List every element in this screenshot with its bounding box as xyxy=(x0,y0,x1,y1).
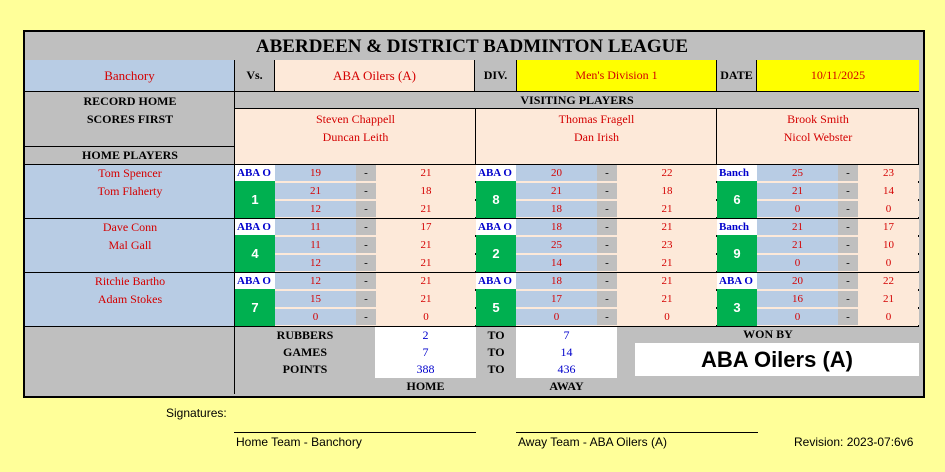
score-dash: - xyxy=(356,219,376,235)
away-score[interactable]: 21 xyxy=(376,201,476,217)
away-signature-line[interactable] xyxy=(516,432,758,433)
match-number-badge: 2 xyxy=(476,235,516,272)
home-score[interactable]: 11 xyxy=(275,219,356,235)
match-number-badge: 1 xyxy=(235,181,275,218)
match-number-badge: 7 xyxy=(235,289,275,326)
home-score[interactable]: 20 xyxy=(757,273,838,289)
away-total-value: 436 xyxy=(516,361,617,378)
away-score[interactable]: 21 xyxy=(858,291,919,307)
home-score[interactable]: 0 xyxy=(757,255,838,271)
division-field[interactable]: Men's Division 1 xyxy=(517,60,717,92)
home-score[interactable]: 21 xyxy=(757,237,838,253)
score-dash: - xyxy=(597,165,617,181)
home-signature-label: Home Team - Banchory xyxy=(236,435,362,449)
score-dash: - xyxy=(356,201,376,217)
score-dash: - xyxy=(597,291,617,307)
home-score[interactable]: 20 xyxy=(516,165,597,181)
match-winner-team: ABA O xyxy=(476,273,516,289)
home-team-field[interactable]: Banchory xyxy=(25,60,235,92)
signatures-label: Signatures: xyxy=(166,406,227,420)
home-score[interactable]: 21 xyxy=(757,183,838,199)
match-winner-team: ABA O xyxy=(476,219,516,235)
away-score[interactable]: 21 xyxy=(617,201,717,217)
home-player-name[interactable]: Dave Conn xyxy=(102,219,158,234)
home-score[interactable]: 21 xyxy=(757,219,838,235)
home-score[interactable]: 12 xyxy=(275,273,356,289)
match-number-badge: 5 xyxy=(476,289,516,326)
date-label: DATE xyxy=(717,60,757,92)
score-dash: - xyxy=(356,183,376,199)
vs-label: Vs. xyxy=(235,60,275,92)
away-score[interactable]: 21 xyxy=(376,165,476,181)
score-dash: - xyxy=(838,273,858,289)
match-winner-team: ABA O xyxy=(235,165,275,181)
home-score[interactable]: 0 xyxy=(757,201,838,217)
away-score[interactable]: 0 xyxy=(858,255,919,271)
home-score[interactable]: 18 xyxy=(516,201,597,217)
away-score[interactable]: 22 xyxy=(617,165,717,181)
score-dash: - xyxy=(838,291,858,307)
score-sheet xyxy=(23,30,925,398)
score-dash: - xyxy=(356,255,376,271)
to-label: TO xyxy=(487,327,505,342)
away-score[interactable]: 17 xyxy=(376,219,476,235)
home-signature-line[interactable] xyxy=(234,432,476,433)
away-score[interactable]: 21 xyxy=(617,255,717,271)
home-player-name[interactable]: Adam Stokes xyxy=(97,291,163,306)
score-dash: - xyxy=(838,201,858,217)
score-dash: - xyxy=(356,273,376,289)
division-label: DIV. xyxy=(475,60,517,92)
score-dash: - xyxy=(838,309,858,325)
visiting-player-name[interactable]: Thomas Fragell xyxy=(558,111,635,126)
score-dash: - xyxy=(356,309,376,325)
score-dash: - xyxy=(356,237,376,253)
away-score[interactable]: 22 xyxy=(858,273,919,289)
away-total-value: 14 xyxy=(516,344,617,361)
score-dash: - xyxy=(597,219,617,235)
score-dash: - xyxy=(356,291,376,307)
won-by-label: WON BY xyxy=(743,326,793,341)
away-team-field[interactable]: ABA Oilers (A) xyxy=(275,60,475,92)
away-score[interactable]: 23 xyxy=(858,165,919,181)
score-dash: - xyxy=(597,309,617,325)
visiting-player-name[interactable]: Duncan Leith xyxy=(322,129,389,144)
away-score[interactable]: 21 xyxy=(376,255,476,271)
match-number-badge: 4 xyxy=(235,235,275,272)
visiting-player-name[interactable]: Dan Irish xyxy=(574,129,619,144)
away-score[interactable]: 21 xyxy=(617,219,717,235)
home-score[interactable]: 18 xyxy=(516,219,597,235)
home-total-value: 7 xyxy=(375,344,476,361)
score-dash: - xyxy=(838,183,858,199)
home-score[interactable]: 11 xyxy=(275,237,356,253)
home-total-value: 388 xyxy=(375,361,476,378)
home-player-name[interactable]: Tom Spencer xyxy=(98,165,162,180)
away-score[interactable]: 21 xyxy=(376,273,476,289)
revision-label: Revision: 2023-07:6v6 xyxy=(794,435,914,449)
score-dash: - xyxy=(838,165,858,181)
visiting-player-name[interactable]: Nicol Webster xyxy=(783,129,853,144)
away-score[interactable]: 0 xyxy=(617,309,717,325)
score-dash: - xyxy=(597,273,617,289)
away-score[interactable]: 17 xyxy=(858,219,919,235)
away-score[interactable]: 10 xyxy=(858,237,919,253)
home-score[interactable]: 15 xyxy=(275,291,356,307)
home-score[interactable]: 12 xyxy=(275,255,356,271)
score-dash: - xyxy=(838,255,858,271)
away-signature-label: Away Team - ABA Oilers (A) xyxy=(518,435,667,449)
home-score[interactable]: 16 xyxy=(757,291,838,307)
match-number-badge: 9 xyxy=(717,235,757,272)
home-totals-label: HOME xyxy=(406,378,445,393)
home-score[interactable]: 0 xyxy=(275,309,356,325)
away-score[interactable]: 21 xyxy=(617,291,717,307)
to-label: TO xyxy=(487,361,505,376)
match-winner-team: ABA O xyxy=(476,165,516,181)
match-winner-team: ABA O xyxy=(235,219,275,235)
away-score[interactable]: 23 xyxy=(617,237,717,253)
away-score[interactable]: 18 xyxy=(617,183,717,199)
away-totals-label: AWAY xyxy=(549,378,584,393)
home-score[interactable]: 17 xyxy=(516,291,597,307)
home-score[interactable]: 19 xyxy=(275,165,356,181)
score-dash: - xyxy=(838,219,858,235)
home-score[interactable]: 14 xyxy=(516,255,597,271)
league-title: ABERDEEN & DISTRICT BADMINTON LEAGUE xyxy=(25,32,919,61)
away-score[interactable]: 21 xyxy=(376,291,476,307)
home-score[interactable]: 0 xyxy=(757,309,838,325)
match-winner-team: Banch xyxy=(717,219,757,235)
home-score[interactable]: 18 xyxy=(516,273,597,289)
visiting-player-name[interactable]: Brook Smith xyxy=(787,111,849,126)
totals-row-label: GAMES xyxy=(282,344,327,359)
score-dash: - xyxy=(597,237,617,253)
home-score[interactable]: 21 xyxy=(516,183,597,199)
score-dash: - xyxy=(597,201,617,217)
match-winner-team: Banch xyxy=(717,165,757,181)
to-label: TO xyxy=(487,344,505,359)
totals-spacer xyxy=(25,326,235,394)
home-player-name[interactable]: Ritchie Bartho xyxy=(94,273,166,288)
totals-row-label: POINTS xyxy=(282,361,328,376)
home-player-name[interactable]: Mal Gall xyxy=(108,237,152,252)
home-total-value: 2 xyxy=(375,327,476,344)
match-winner-team: ABA O xyxy=(717,273,757,289)
match-number-badge: 8 xyxy=(476,181,516,218)
match-number-badge: 6 xyxy=(717,181,757,218)
home-score[interactable]: 0 xyxy=(516,309,597,325)
home-score[interactable]: 25 xyxy=(516,237,597,253)
away-score[interactable]: 14 xyxy=(858,183,919,199)
visiting-players-label: VISITING PLAYERS xyxy=(235,92,919,109)
score-dash: - xyxy=(597,255,617,271)
match-winner-team: ABA O xyxy=(235,273,275,289)
visiting-player-name[interactable]: Steven Chappell xyxy=(316,111,395,126)
match-number-badge: 3 xyxy=(717,289,757,326)
scores-first-label: SCORES FIRST xyxy=(86,111,174,126)
winner-field[interactable]: ABA Oilers (A) xyxy=(635,343,919,376)
score-dash: - xyxy=(597,183,617,199)
home-players-label: HOME PLAYERS xyxy=(25,146,235,164)
away-score[interactable]: 21 xyxy=(376,237,476,253)
record-home-label: RECORD HOME xyxy=(83,93,177,108)
home-score[interactable]: 21 xyxy=(275,183,356,199)
date-field[interactable]: 10/11/2025 xyxy=(757,60,919,92)
home-player-name[interactable]: Tom Flaherty xyxy=(97,183,163,198)
totals-row-label: RUBBERS xyxy=(276,327,334,342)
away-score[interactable]: 0 xyxy=(858,309,919,325)
away-score[interactable]: 21 xyxy=(617,273,717,289)
home-score[interactable]: 25 xyxy=(757,165,838,181)
home-score[interactable]: 12 xyxy=(275,201,356,217)
away-score[interactable]: 0 xyxy=(376,309,476,325)
away-total-value: 7 xyxy=(516,327,617,344)
score-dash: - xyxy=(838,237,858,253)
score-dash: - xyxy=(356,165,376,181)
away-score[interactable]: 0 xyxy=(858,201,919,217)
away-score[interactable]: 18 xyxy=(376,183,476,199)
